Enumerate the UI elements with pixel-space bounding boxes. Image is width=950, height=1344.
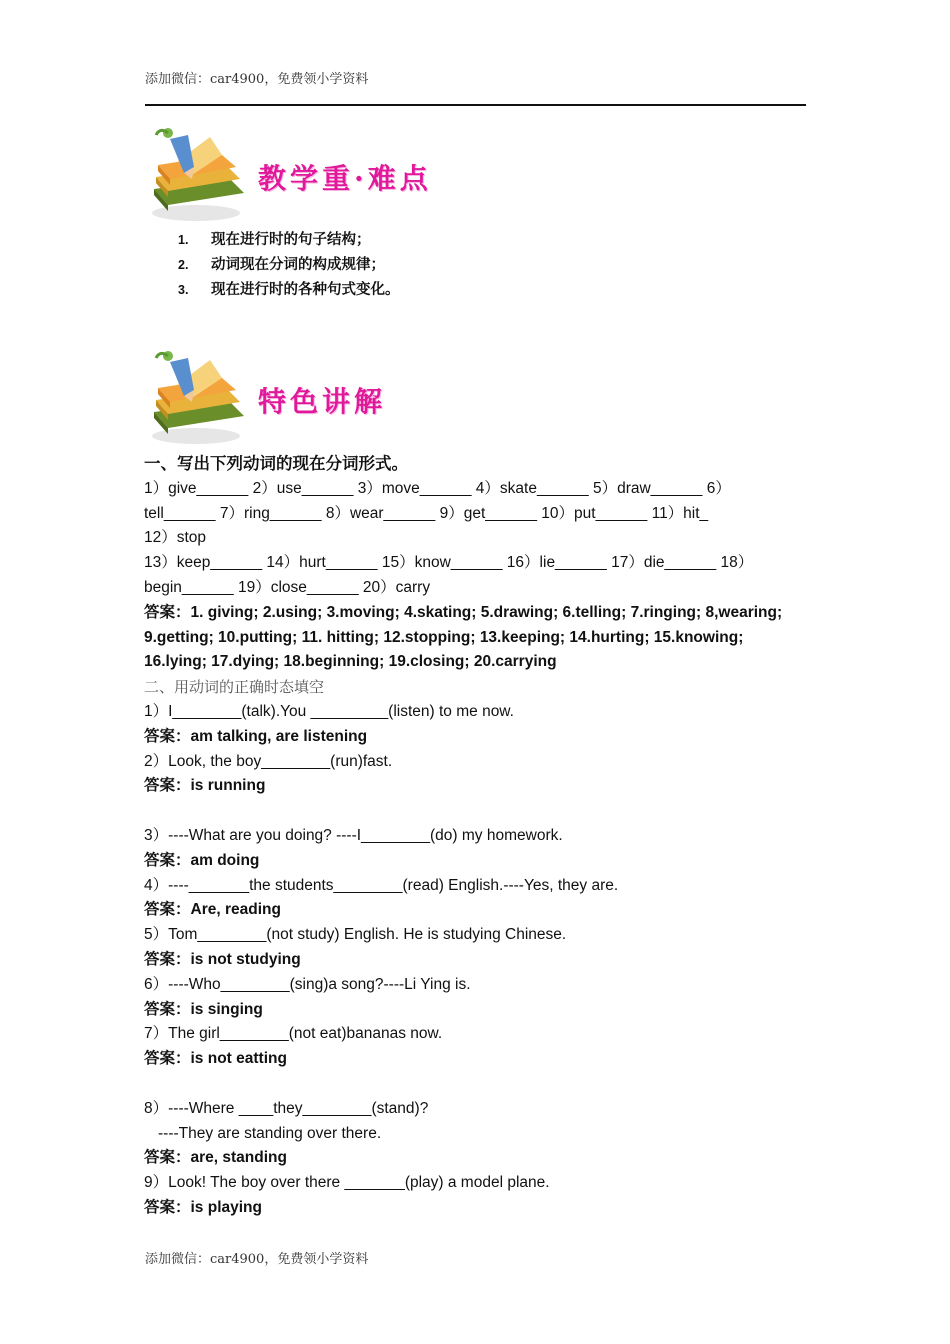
list-item <box>178 278 400 303</box>
list-text: 动词现在分词的构成规律； <box>211 257 385 273</box>
question-line: 3）----What are you doing? ----I________(do) my homework. <box>144 826 563 844</box>
question-line: 7）The girl________(not eat)bananas now. <box>144 1025 443 1043</box>
list-number: 2. <box>178 258 189 272</box>
question-line: 5）Tom________(not study) English. He is studying Chinese. <box>144 926 567 944</box>
answer-line: 答案：is playing <box>144 1198 262 1216</box>
books-pencil-icon <box>148 127 248 222</box>
answer-line: 答案：am talking, are listening <box>144 727 368 745</box>
spacer <box>144 799 804 824</box>
exercise-content <box>144 452 804 1221</box>
question-line: 1）I________(talk).You _________(listen) to me now. <box>144 702 514 720</box>
question-line: 9）Look! The boy over there _______(play) a model plane. <box>144 1174 550 1192</box>
answer-line: 答案：is running <box>144 777 266 795</box>
spacer <box>144 1072 804 1097</box>
question-line: 6）----Who________(sing)a song?----Li Ying is. <box>144 975 471 993</box>
exercise-line: 12）stop <box>144 529 207 547</box>
header-divider <box>145 104 806 106</box>
key-points-banner <box>148 127 468 222</box>
list-item <box>178 228 400 253</box>
exercise-line: 1）give______ 2）use______ 3）move______ 4）skate______ 5）draw______ 6） <box>144 479 731 497</box>
answer-line: 答案：are, standing <box>144 1149 287 1167</box>
question-line: ----They are standing over there. <box>158 1124 382 1142</box>
feature-explanation-banner <box>148 350 468 445</box>
section2-title: 二、用动词的正确时态填空 <box>144 678 325 697</box>
answer-line: 答案：am doing <box>144 851 260 869</box>
list-number: 3. <box>178 283 189 297</box>
answer-line: 答案：is singing <box>144 1000 263 1018</box>
key-points-list <box>178 228 400 303</box>
question-line: 8）----Where ____they________(stand)? <box>144 1099 429 1117</box>
answer-line: 16.lying; 17.dying; 18.beginning; 19.closing; 20.carrying <box>144 653 557 671</box>
exercise-line: begin______ 19）close______ 20）carry <box>144 578 431 596</box>
banner-title: 教学重·难点 <box>258 162 432 195</box>
page-footer: 添加微信：car4900，免费领小学资料 <box>145 1252 369 1267</box>
list-item <box>178 253 400 278</box>
answer-line: 答案：is not eatting <box>144 1050 287 1068</box>
answer-line: 答案：1. giving; 2.using; 3.moving; 4.skating; 5.drawing; 6.telling; 7.ringing; 8,wearing; <box>144 603 783 621</box>
question-line: 2）Look, the boy________(run)fast. <box>144 752 393 770</box>
list-text: 现在进行时的各种句式变化。 <box>211 282 400 298</box>
banner-title: 特色讲解 <box>258 385 387 418</box>
section1-title: 一、写出下列动词的现在分词形式。 <box>144 455 408 473</box>
list-number: 1. <box>178 233 189 247</box>
answer-line: 答案：is not studying <box>144 950 301 968</box>
question-line: 4）----_______the students________(read) English.----Yes, they are. <box>144 876 619 894</box>
page-header: 添加微信：car4900，免费领小学资料 <box>145 72 369 87</box>
exercise-line: 13）keep______ 14）hurt______ 15）know______ 16）lie______ 17）die______ 18） <box>144 554 754 572</box>
books-pencil-icon <box>148 350 248 445</box>
answer-line: 9.getting; 10.putting; 11. hitting; 12.stopping; 13.keeping; 14.hurting; 15.knowing; <box>144 628 744 646</box>
answer-line: 答案：Are, reading <box>144 901 281 919</box>
list-text: 现在进行时的句子结构； <box>211 232 371 248</box>
exercise-line: tell______ 7）ring______ 8）wear______ 9）get______ 10）put______ 11）hit_ <box>144 504 709 522</box>
